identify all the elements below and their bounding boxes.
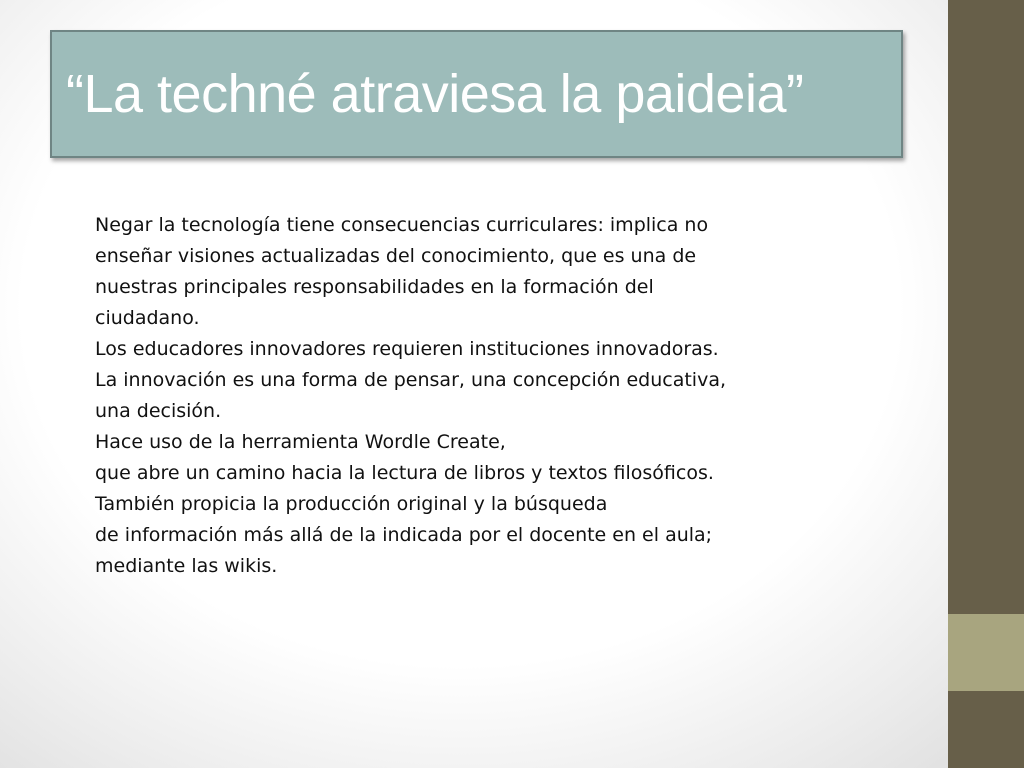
body-line: que abre un camino hacia la lectura de libros y textos filosóficos. xyxy=(95,462,714,484)
body-line: de información más allá de la indicada por el docente en el aula; xyxy=(95,524,713,546)
slide-body xyxy=(95,210,855,582)
body-line: nuestras principales responsabilidades en la formación del xyxy=(95,276,654,298)
body-line: Hace uso de la herramienta Wordle Create, xyxy=(95,431,506,453)
body-line: ciudadano. xyxy=(95,307,200,329)
body-line: Los educadores innovadores requieren instituciones innovadoras. xyxy=(95,338,719,360)
body-line: También propicia la producción original y la búsqueda xyxy=(95,493,608,515)
body-line: La innovación es una forma de pensar, una concepción educativa, xyxy=(95,369,727,391)
body-line: Negar la tecnología tiene consecuencias curriculares: implica no xyxy=(95,214,709,236)
body-line: enseñar visiones actualizadas del conocimiento, que es una de xyxy=(95,245,697,267)
body-line: una decisión. xyxy=(95,400,222,422)
slide-title: “La techné atraviesa la paideia” xyxy=(66,64,804,124)
body-line: mediante las wikis. xyxy=(95,555,278,577)
title-box xyxy=(50,30,903,158)
side-decorative-accent xyxy=(948,614,1024,691)
